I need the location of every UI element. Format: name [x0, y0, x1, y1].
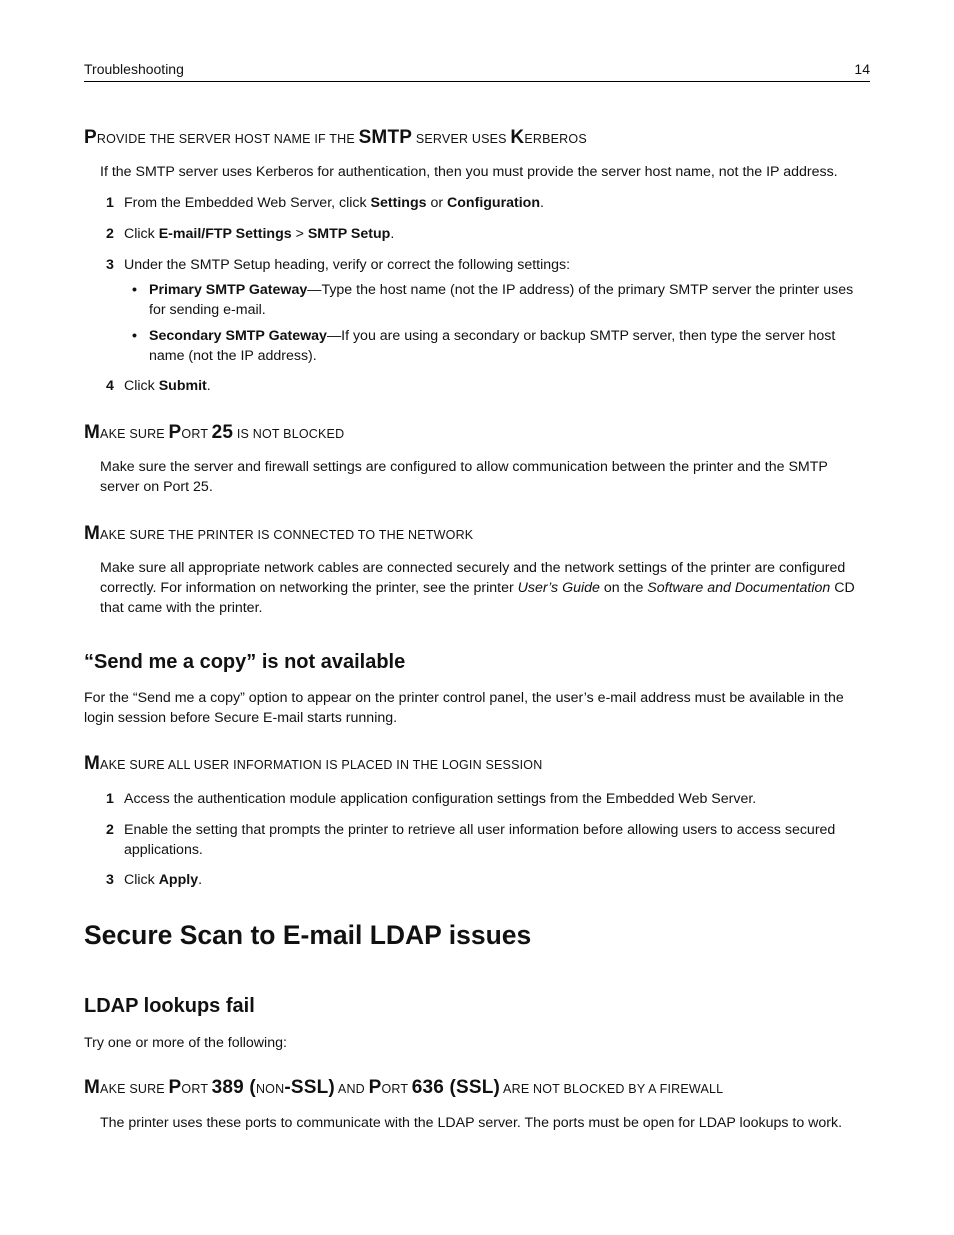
paragraph-try: Try one or more of the following: — [84, 1035, 287, 1051]
subheading-ldap-lookups: LDAP lookups fail — [84, 995, 255, 1017]
heading-provide-host-name: PROVIDE THE SERVER HOST NAME IF THE SMTP SERVER USES KERBEROS — [84, 127, 587, 148]
heading-port-25: MAKE SURE PORT 25 IS NOT BLOCKED — [84, 422, 345, 443]
heading-printer-connected: MAKE SURE THE PRINTER IS CONNECTED TO THE NETWORK — [84, 523, 474, 544]
paragraph-ldap-ports: The printer uses these ports to communicate with the LDAP server. The ports must be open for LDAP lookups to work. — [100, 1115, 843, 1131]
page-section-title: Secure Scan to E-mail LDAP issues — [84, 920, 532, 950]
heading-user-info: MAKE SURE ALL USER INFORMATION IS PLACED IN THE LOGIN SESSION — [84, 753, 543, 774]
paragraph-kerberos-intro: If the SMTP server uses Kerberos for authentication, then you must provide the server host name, not the IP address. — [100, 164, 838, 180]
bullet-icon: • — [132, 328, 137, 344]
bullet-icon: • — [132, 282, 137, 298]
paragraph-network: Make sure all appropriate network cables are connected securely and the network settings of the printer are configured correctly. For information on networking the printer, see the printer User’s Guide on the Software and Documentation CD that came with the printer. — [100, 560, 855, 616]
subheading-send-copy: “Send me a copy” is not available — [84, 651, 406, 673]
paragraph-port-25: Make sure the server and firewall settings are configured to allow communication between the printer and the SMTP server on Port 25. — [100, 459, 828, 495]
paragraph-send-copy: For the “Send me a copy” option to appear on the printer control panel, the user’s e-mail address must be available in the login session before Secure E-mail starts running. — [84, 690, 844, 726]
page-header — [84, 59, 870, 82]
heading-ports-firewall: MAKE SURE PORT 389 (NON-SSL) AND PORT 636 (SSL) ARE NOT BLOCKED BY A FIREWALL — [84, 1077, 724, 1098]
header-page-number: 14 — [854, 61, 870, 77]
header-section-title: Troubleshooting — [84, 61, 184, 77]
